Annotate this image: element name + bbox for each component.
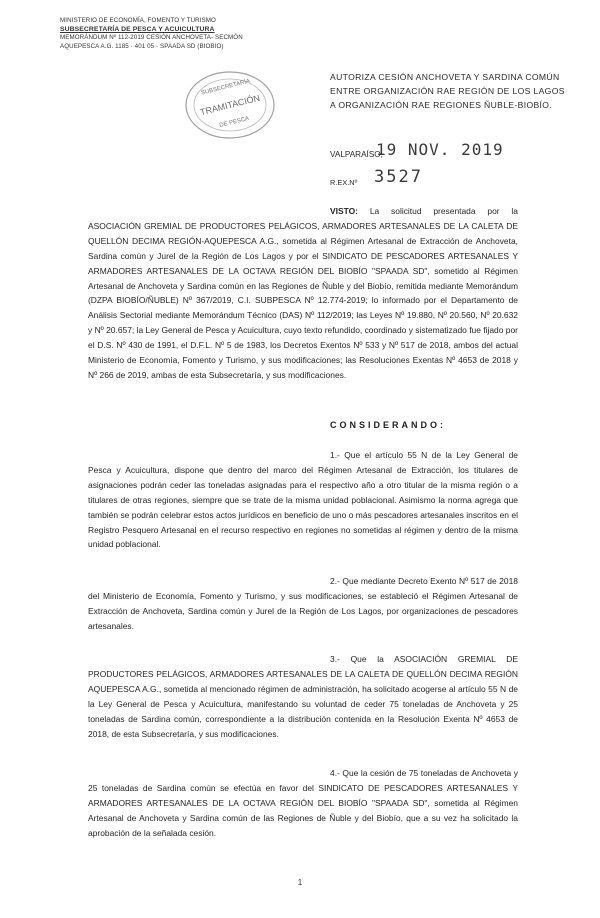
visto-label: VISTO:: [330, 206, 358, 216]
document-date-stamp: 19 NOV. 2019: [376, 140, 504, 159]
letterhead-ministry: MINISTERIO DE ECONOMÍA, FOMENTO Y TURISMO: [60, 17, 216, 24]
considerando-2: 2.- Que mediante Decreto Exento Nº 517 de 2018 del Ministerio de Economía, Fomento y Turismo, y sus modificaciones, se estableció el Régimen Artesanal de Extracción de Anchoveta, Sardina común y Jurel de la Región de Los Lagos, por organizaciones de pescadores artesanales.: [88, 576, 518, 631]
letterhead-reference-1: MEMORÁNDUM Nº 112-2019 CESIÓN ANCHOVETA- SECMÓN: [60, 34, 243, 42]
visto-paragraph: [88, 204, 518, 383]
letterhead: [60, 17, 310, 51]
stamp-text-bottom: DE PESCA: [218, 115, 250, 130]
resolution-label: R.EX.Nº: [330, 178, 358, 187]
considerando-heading: CONSIDERANDO:: [330, 420, 447, 430]
document-subject: AUTORIZA CESIÓN ANCHOVETA Y SARDINA COMÚN ENTRE ORGANIZACIÓN RAE REGIÓN DE LOS LAGOS A ORGANIZACIÓN RAE REGIONES ÑUBLE-BIOBÍO.: [330, 72, 565, 111]
resolution-number: 3527: [374, 167, 423, 187]
considerando-3: 3.- Que la ASOCIACIÓN GREMIAL DE PRODUCTORES PELÁGICOS, ARMADORES ARTESANALES DE LA CALETA DE QUELLÓN DECIMA REGIÓN AQUEPESCA A.G., sometida al mencionado régimen de administración, ha solicitado acogerse al artículo 55 N de la Ley General de Pesca y Acuicultura, manifestando su voluntad de ceder 75 toneladas de Anchoveta y 25 toneladas de Sardina común, correspondiente a la distribución contenida en la Resolución Exenta Nº 4653 de 2018, de esta Subsecretaría, y sus modificaciones.: [88, 654, 518, 739]
received-stamp: [178, 66, 282, 144]
page-number: 1: [297, 878, 303, 887]
stamp-text-top: SUBSECRETARÍA: [200, 78, 251, 97]
document-place: VALPARAÍSO,: [330, 150, 383, 159]
considerando-1: 1.- Que el artículo 55 N de la Ley General de Pesca y Acuicultura, dispone que dentro del marco del Régimen Artesanal de Extracción, los titulares de asignaciones podrán ceder las toneladas asignadas para el respectivo año a otro titular de la misma región o a titulares de otras regiones, siempre que se trate de la misma unidad poblacional. Asimismo la norma agrega que también se podrán celebrar estos actos jurídicos en beneficio de uno o más pescadores artesanales inscritos en el Registro Pesquero Artesanal en el recurso respectivo en regiones no sometidas al régimen y dentro de la misma unidad poblacional.: [88, 450, 518, 550]
letterhead-subsecretaria: SUBSECRETARÍA DE PESCA Y ACUICULTURA: [60, 25, 215, 33]
letterhead-reference-2: AQUEPESCA A.G. 1185 · 401 05 · SPAADA SD (BIOBIO): [60, 42, 224, 50]
stamp-text-middle: TRAMITACIÓN: [199, 92, 261, 118]
considerando-4: 4.- Que la cesión de 75 toneladas de Anchoveta y 25 toneladas de Sardina común se efectúa en favor del SINDICATO DE PESCADORES ARTESANALES Y ARMADORES ARTESANALES DE LA OCTAVA REGIÓN DEL BIOBÍO "SPAADA SD", sometida al Régimen Artesanal de Anchoveta y Sardina común de las Regiones de Ñuble y del Biobío, que a su vez ha solicitado la aprobación de la señalada cesión.: [88, 768, 518, 838]
visto-text: La solicitud presentada por la ASOCIACIÓN GREMIAL DE PRODUCTORES PELÁGICOS, ARMADORES ARTESANALES DE LA CALETA DE QUELLÓN DECIMA REGIÓN-AQUEPESCA A.G., sometida al Régimen Artesanal de Extracción de Anchoveta, Sardina común y Jurel de la Región de Los Lagos y por el SINDICATO DE PESCADORES ARTESANALES Y ARMADORES ARTESANALES DE LA OCTAVA REGIÓN DEL BIOBÍO "SPAADA SD", sometido al Régimen Artesanal de Anchoveta y Sardina común en las Regiones de Ñuble y del Biobío, remitida mediante Memorándum (DZPA BIOBÍO/ÑUBLE) Nº 367/2019, C.I. SUBPESCA Nº 12.774-2019; lo informado por el Departamento de Análisis Sectorial mediante Memorándum Técnico (DAS) Nº 112/2019; las Leyes Nº 19.880, Nº 20.560, Nº 20.632 y Nº 20.657; la Ley General de Pesca y Acuicultura, cuyo texto refundido, coordinado y sistematizado fue fijado por el D.S. Nº 430 de 1991, el D.F.L. Nº 5 de 1983, los Decretos Exentos Nº 533 y Nº 517 de 2018, ambos del actual Ministerio de Economía, Fomento y Turismo, y sus modificaciones; las Resoluciones Exentas Nº 4653 de 2018 y Nº 266 de 2019, ambas de esta Subsecretaría, y sus modificaciones.: [88, 206, 518, 380]
